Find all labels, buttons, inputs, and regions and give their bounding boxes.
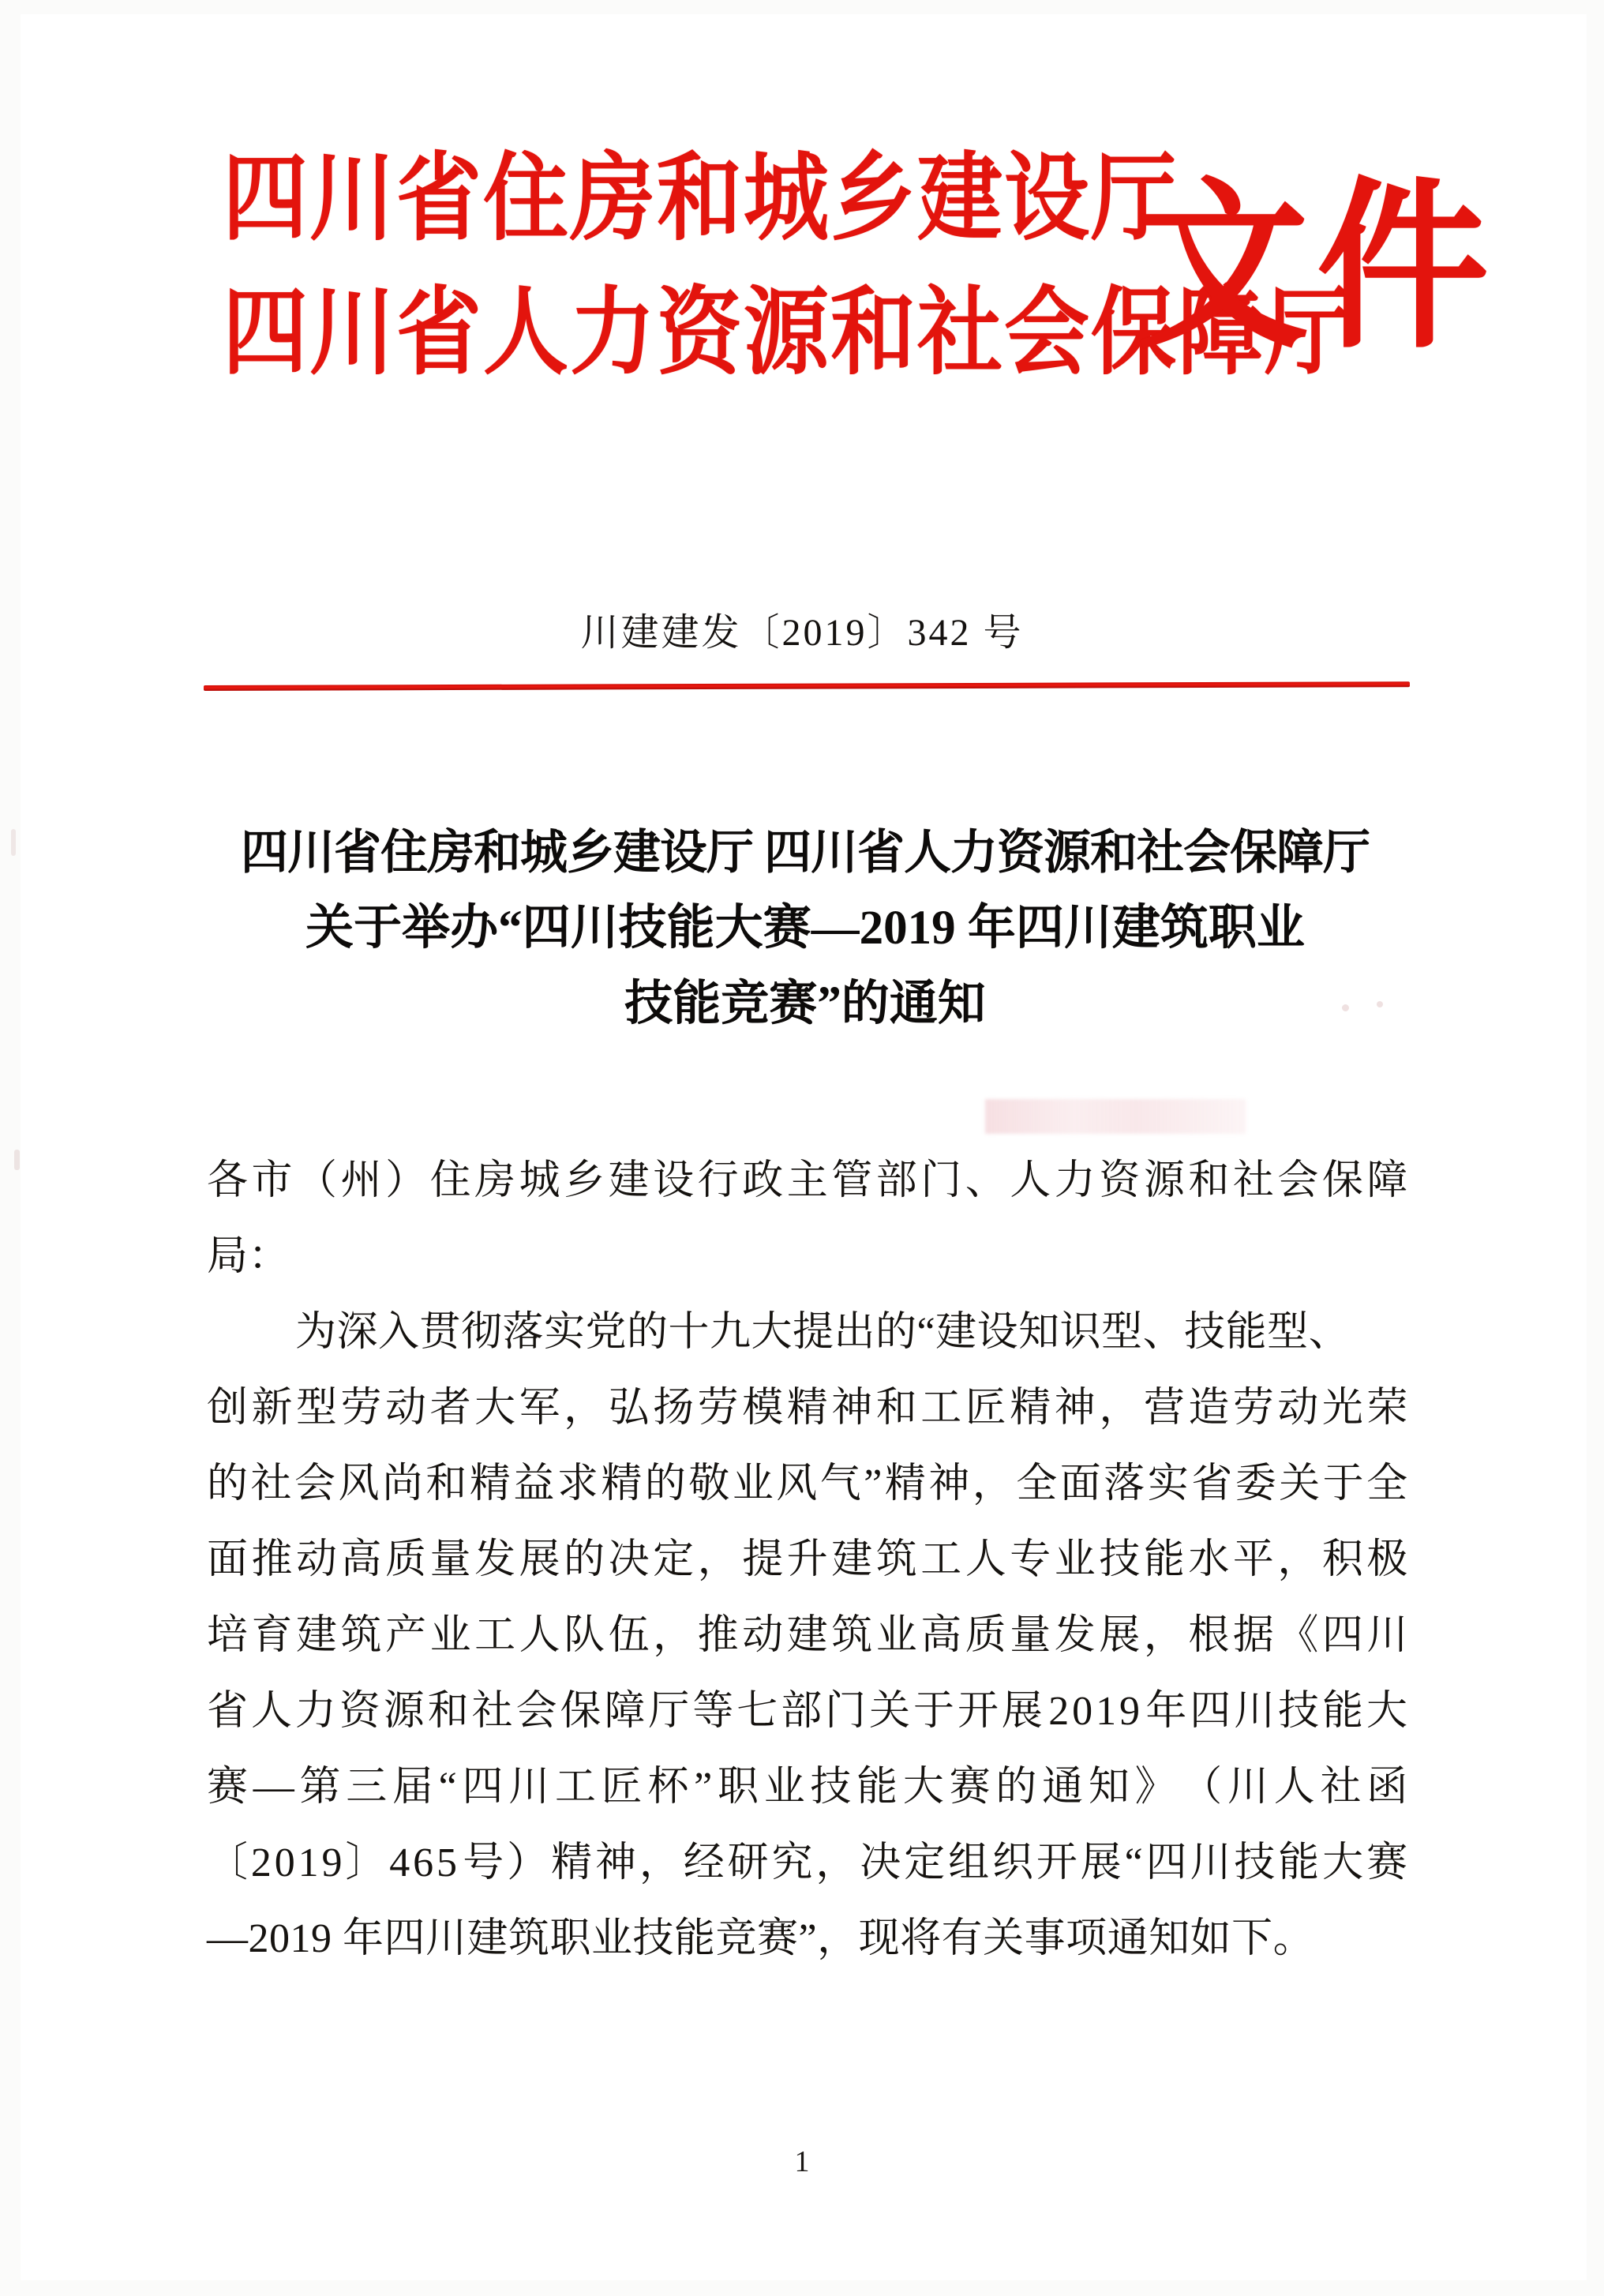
document-body [207, 1143, 1408, 1977]
document-title [158, 815, 1452, 1042]
faint-scan-artifact [985, 1099, 1246, 1134]
scan-speck-4 [11, 829, 16, 856]
page-number: 1 [794, 2145, 810, 2178]
scan-edge-top [0, 0, 1604, 14]
body-line-2: 创 新 型 劳 动 者 大 军 ， 弘 扬 劳 模 精 神 和 工 匠 精 神 ， 营 造 劳 动 光 荣 [207, 1386, 1408, 1431]
body-line-3: 的 社 会 风 尚 和 精 益 求 精 的 敬 业 风 气 ” 精 神 ， 全 面 落 实 省 委 关 于 全 [207, 1461, 1408, 1506]
body-line-1: 为深入贯彻落实党的十九大提出的“建设知识型、技能型、 [295, 1310, 1351, 1355]
document-type-label: 文件 [1137, 168, 1497, 370]
body-line-7: 赛 — 第 三 届 “ 四 川 工 匠 杯 ” 职 业 技 能 大 赛 的 通 知 》 （ 川 人 社 函 [207, 1765, 1408, 1810]
scan-speck-3 [14, 1150, 20, 1170]
body-line-8: 〔 2 0 1 9 〕 4 6 5 号 ） 精 神 ， 经 研 究 ， 决 定 组 织 开 展 “ 四 川 技 能 大 赛 [207, 1840, 1408, 1885]
body-line-5: 培 育 建 筑 产 业 工 人 队 伍 ， 推 动 建 筑 业 高 质 量 发 展 ， 根 据 《 四 川 [207, 1613, 1408, 1658]
body-line-4: 面 推 动 高 质 量 发 展 的 决 定 ， 提 升 建 筑 工 人 专 业 技 能 水 平 ， 积 极 [207, 1537, 1408, 1582]
document-title-line-1: 四川省住房和城乡建设厅 四川省人力资源和社会保障厅 [241, 827, 1370, 879]
scan-edge-bottom [0, 2280, 1604, 2296]
letterhead-masthead [0, 133, 1604, 480]
issuing-organization-line-2: 四川省人力资源和社会保障厅 [223, 281, 1352, 387]
document-title-line-3: 技能竞赛”的通知 [624, 977, 986, 1030]
recipient-line-1: 各 市 （ 州 ） 住 房 城 乡 建 设 行 政 主 管 部 门 、 人 力 资 源 和 社 会 保 障 [207, 1158, 1408, 1203]
document-reference-number: 川建建发〔2019〕342 号 [580, 612, 1024, 654]
document-title-line-2: 关于举办“四川技能大赛—2019 年四川建筑职业 [305, 902, 1305, 955]
body-line-9: —2019 年四川建筑职业技能竞赛”，现将有关事项通知如下。 [207, 1916, 1315, 1961]
body-line-6: 省 人 力 资 源 和 社 会 保 障 厅 等 七 部 门 关 于 开 展 2 0 1 9 年 四 川 技 能 大 [207, 1689, 1408, 1734]
recipient-line-2: 局： [207, 1234, 290, 1279]
issuing-organization-line-1: 四川省住房和城乡建设厅 [223, 146, 1179, 253]
red-separator-rule [204, 681, 1410, 691]
